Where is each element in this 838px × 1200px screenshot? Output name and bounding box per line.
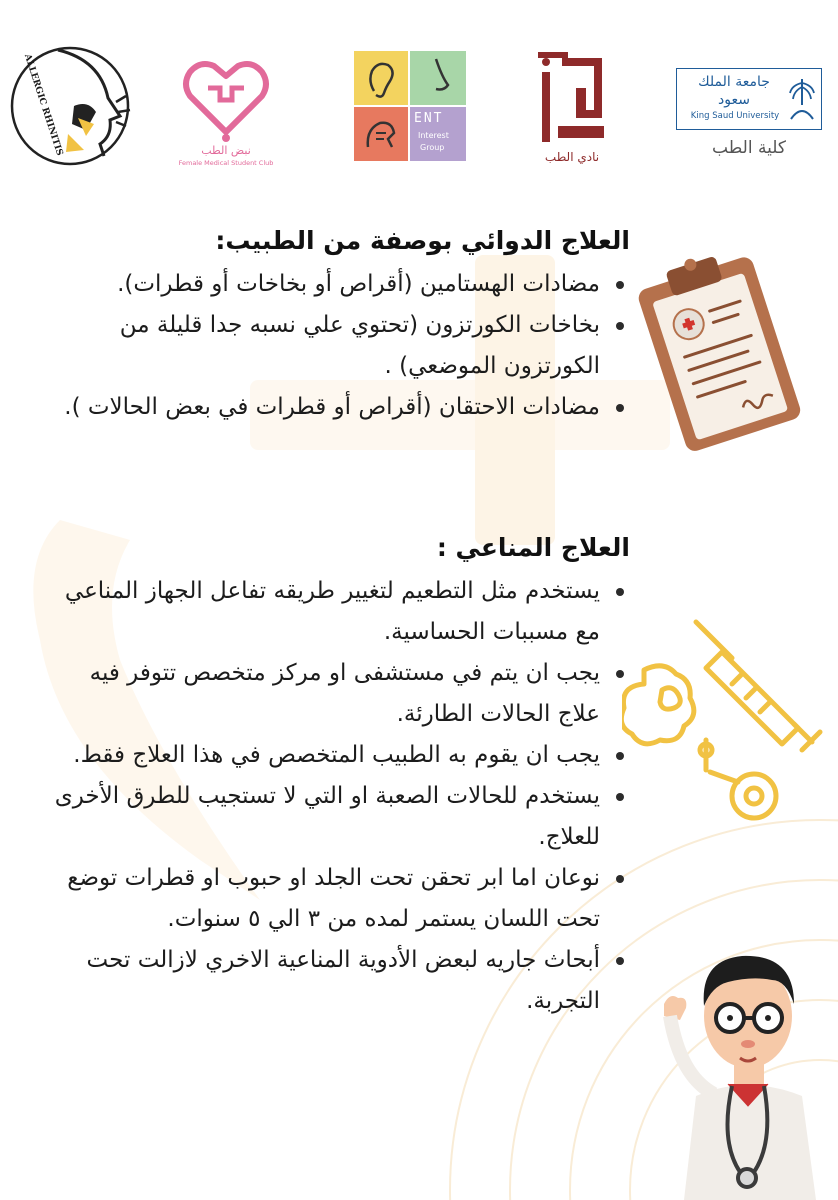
ksu-logo (676, 68, 822, 168)
ent-title-tile (410, 107, 466, 161)
immunotherapy-title: العلاج المناعي : (436, 533, 630, 562)
ear-icon (354, 51, 408, 105)
list-item: مضادات الهستامين (أقراص أو بخاخات أو قطرات). (30, 264, 630, 305)
allergic-rhinitis-label: ALLERGIC RHINITIS (21, 52, 65, 158)
female-club-logo (178, 48, 274, 178)
medication-section (30, 225, 630, 428)
list-item: يجب ان يتم في مستشفى او مركز متخصص تتوفر فيه علاج الحالات الطارئة. (50, 653, 630, 735)
medication-list (30, 264, 630, 428)
heart-pattern-icon (178, 48, 274, 144)
list-item: يجب ان يقوم به الطبيب المتخصص في هذا العلاج فقط. (50, 735, 630, 776)
immunotherapy-section (50, 532, 630, 1022)
medication-title: العلاج الدوائي بوصفة من الطبيب: (215, 226, 630, 255)
ksu-english-name: King Saud University (690, 111, 780, 121)
list-item: يستخدم مثل التطعيم لتغيير طريقه تفاعل الجهاز المناعي مع مسببات الحساسية. (50, 571, 630, 653)
ent-subtitle-1: Interest (418, 131, 449, 140)
palm-swords-icon (787, 75, 817, 123)
female-club-english-name: Female Medical Student Club (178, 159, 274, 167)
clipboard-prescription-icon (628, 245, 804, 455)
ent-interest-group-logo (354, 51, 466, 161)
allergic-rhinitis-logo (8, 40, 140, 175)
ksu-badge (676, 68, 822, 130)
doctor-icon (656, 946, 832, 1200)
throat-icon (354, 107, 408, 161)
medicine-club-caption: نادي الطب (544, 150, 600, 164)
list-item: يستخدم للحالات الصعبة او التي لا تستجيب للطرق الأخرى للعلاج. (50, 776, 630, 858)
immunotherapy-list (50, 571, 630, 1022)
list-item: بخاخات الكورتزون (تحتوي علي نسبه جدا قليلة من الكورتزون الموضعي) . (30, 305, 630, 387)
nose-icon (410, 51, 466, 105)
list-item: أبحاث جاريه لبعض الأدوية المناعية الاخري لازالت تحت التجربة. (50, 940, 630, 1022)
syringe-icon (622, 612, 828, 852)
ent-title: ENT (414, 111, 444, 126)
ksu-college-name: كلية الطب (712, 138, 786, 158)
ent-subtitle-2: Group (420, 143, 445, 152)
list-item: مضادات الاحتقان (أقراص أو قطرات في بعض الحالات ). (30, 387, 630, 428)
club-emblem-icon (532, 48, 612, 148)
list-item: نوعان اما ابر تحقن تحت الجلد او حبوب او قطرات توضع تحت اللسان يستمر لمده من ٣ الي ٥ سنوات. (50, 858, 630, 940)
ksu-arabic-name: جامعة الملك سعود (698, 74, 770, 109)
throat-tile (354, 107, 408, 161)
female-club-arabic-name: نبض الطب (201, 144, 251, 157)
ear-tile (354, 51, 408, 105)
nose-tile (410, 51, 466, 105)
logos-header (0, 0, 838, 200)
medicine-club-logo (532, 48, 612, 170)
